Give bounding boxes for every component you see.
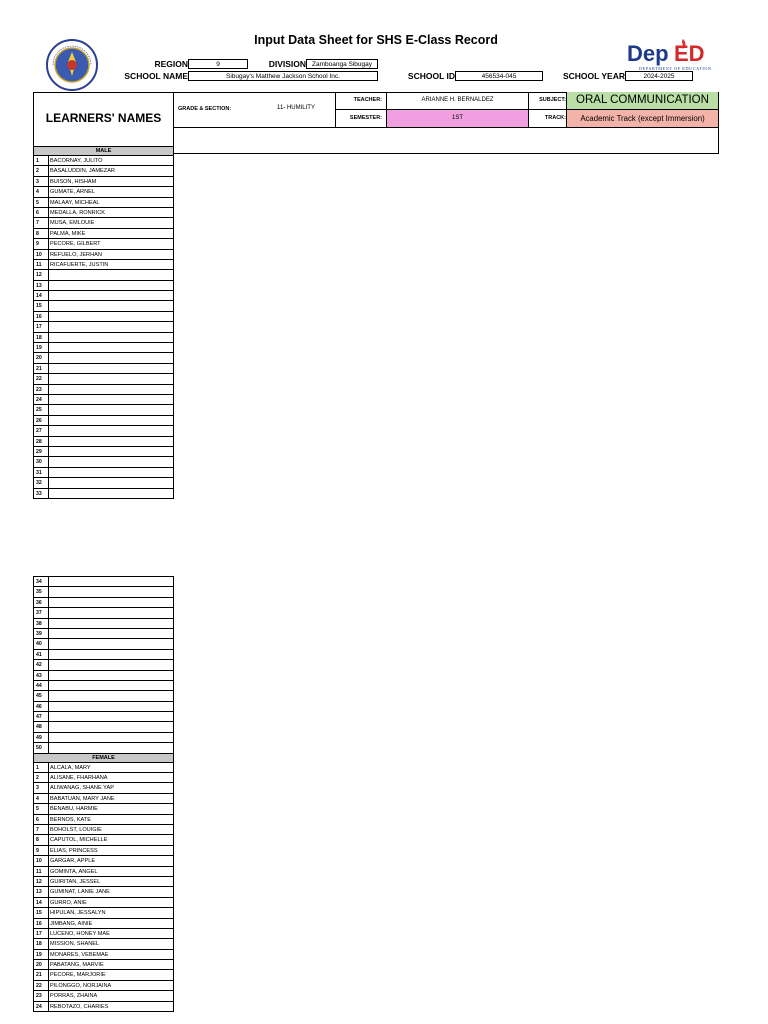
learner-name-cell[interactable] bbox=[49, 405, 173, 414]
male-learners-table bbox=[33, 146, 174, 499]
learner-row[interactable] bbox=[34, 312, 173, 322]
school-year-field[interactable]: 2024-2025 bbox=[625, 71, 693, 81]
row-number: 14 bbox=[34, 898, 49, 907]
row-number: 15 bbox=[34, 908, 49, 917]
school-id-field[interactable]: 456534-045 bbox=[455, 71, 543, 81]
learner-row[interactable] bbox=[34, 773, 173, 783]
learner-name-cell[interactable]: JIMBANG, AINIE bbox=[50, 920, 93, 927]
row-number: 2 bbox=[34, 773, 49, 782]
learner-row[interactable] bbox=[34, 629, 173, 639]
learner-row[interactable] bbox=[34, 333, 173, 343]
male-group-header: MALE bbox=[34, 147, 173, 156]
row-number: 22 bbox=[34, 374, 49, 383]
learner-row[interactable] bbox=[34, 702, 173, 712]
row-number: 21 bbox=[34, 364, 49, 373]
learner-row[interactable] bbox=[34, 887, 173, 897]
learner-name-cell[interactable] bbox=[49, 374, 173, 383]
learner-row[interactable] bbox=[34, 981, 173, 991]
learner-name-cell[interactable]: ALCALA, MARY bbox=[50, 764, 91, 771]
learner-row[interactable] bbox=[34, 385, 173, 395]
region-field[interactable]: 9 bbox=[188, 59, 248, 69]
row-number: 23 bbox=[34, 991, 49, 1000]
row-number: 42 bbox=[34, 660, 49, 669]
row-number: 37 bbox=[34, 608, 49, 617]
learner-name-cell[interactable]: MALAAY, MICHEAL bbox=[50, 199, 100, 206]
learner-name-cell[interactable] bbox=[49, 343, 173, 352]
learner-name-cell[interactable] bbox=[49, 743, 173, 752]
learner-row[interactable] bbox=[34, 743, 173, 753]
learner-name-cell[interactable] bbox=[49, 702, 173, 711]
learner-name-cell[interactable] bbox=[49, 385, 173, 394]
learner-row[interactable] bbox=[34, 794, 173, 804]
learner-name-cell[interactable]: BENABU, HARMIE bbox=[50, 806, 98, 813]
learner-name-cell[interactable]: BASALUDDIN, JAMEZAR bbox=[50, 168, 115, 175]
learner-name-cell[interactable]: GOMINTA, ANGEL bbox=[50, 868, 98, 875]
learner-row[interactable] bbox=[34, 763, 173, 773]
row-number: 9 bbox=[34, 239, 49, 248]
row-number: 43 bbox=[34, 671, 49, 680]
row-number: 1 bbox=[34, 763, 49, 772]
learner-row[interactable] bbox=[34, 587, 173, 597]
teacher-value[interactable]: ARIANNE H. BERNALDEZ bbox=[421, 97, 494, 103]
row-number: 19 bbox=[34, 950, 49, 959]
row-number: 39 bbox=[34, 629, 49, 638]
learner-row[interactable] bbox=[34, 712, 173, 722]
row-number: 6 bbox=[34, 815, 49, 824]
learner-name-cell[interactable] bbox=[49, 577, 173, 586]
school-name-field[interactable]: Sibugay's Matthew Jackson School Inc. bbox=[188, 71, 378, 81]
learner-row[interactable] bbox=[34, 395, 173, 405]
learner-name-cell[interactable]: CAPUTOL, MICHELLE bbox=[50, 837, 108, 844]
learner-row[interactable] bbox=[34, 825, 173, 835]
row-number: 17 bbox=[34, 322, 49, 331]
learner-row[interactable] bbox=[34, 177, 173, 187]
row-number: 14 bbox=[34, 291, 49, 300]
learner-row[interactable] bbox=[34, 877, 173, 887]
row-number: 18 bbox=[34, 939, 49, 948]
row-number: 36 bbox=[34, 598, 49, 607]
learner-name-cell[interactable] bbox=[49, 416, 173, 425]
learner-row[interactable] bbox=[34, 208, 173, 218]
learner-name-cell[interactable] bbox=[49, 587, 173, 596]
row-number: 3 bbox=[34, 783, 49, 792]
learner-row[interactable] bbox=[34, 681, 173, 691]
row-number: 40 bbox=[34, 639, 49, 648]
row-number: 7 bbox=[34, 218, 49, 227]
row-number: 34 bbox=[34, 577, 49, 586]
learner-row[interactable] bbox=[34, 660, 173, 670]
row-number: 26 bbox=[34, 416, 49, 425]
learner-row[interactable] bbox=[34, 156, 173, 166]
learner-row[interactable] bbox=[34, 619, 173, 629]
deped-seal-icon bbox=[45, 38, 99, 92]
learner-row[interactable] bbox=[34, 489, 173, 499]
learner-row[interactable] bbox=[34, 950, 173, 960]
learner-name-cell[interactable] bbox=[49, 457, 173, 466]
svg-text:ED: ED bbox=[674, 41, 705, 66]
learner-name-cell[interactable] bbox=[49, 691, 173, 700]
row-number: 11 bbox=[34, 867, 49, 876]
learner-name-cell[interactable]: GUMATE, ARNEL bbox=[50, 189, 95, 196]
region-label: REGION bbox=[154, 59, 188, 69]
learner-row[interactable] bbox=[34, 447, 173, 457]
learner-row[interactable] bbox=[34, 364, 173, 374]
learner-row[interactable] bbox=[34, 301, 173, 311]
row-number: 5 bbox=[34, 198, 49, 207]
learner-name-cell[interactable]: MEDALLA, RONRICK bbox=[50, 209, 106, 216]
learner-row[interactable] bbox=[34, 405, 173, 415]
learner-row[interactable] bbox=[34, 250, 173, 260]
learner-name-cell[interactable] bbox=[49, 639, 173, 648]
learner-row[interactable] bbox=[34, 639, 173, 649]
learner-name-cell[interactable]: REBOTAZO, CHARIES bbox=[50, 1003, 109, 1010]
row-number: 49 bbox=[34, 733, 49, 742]
learner-name-cell[interactable] bbox=[49, 270, 173, 279]
learner-name-cell[interactable]: MISSION, SHANEL bbox=[50, 941, 100, 948]
learner-row[interactable] bbox=[34, 867, 173, 877]
grade-section-value[interactable]: 11- HUMILITY bbox=[277, 105, 315, 111]
learner-name-cell[interactable]: MUSA, EMLOUIE bbox=[50, 220, 95, 227]
learner-name-cell[interactable] bbox=[49, 733, 173, 742]
learner-row[interactable] bbox=[34, 722, 173, 732]
learner-row[interactable] bbox=[34, 835, 173, 845]
learner-name-cell[interactable] bbox=[49, 671, 173, 680]
row-number: 50 bbox=[34, 743, 49, 752]
learner-name-cell[interactable]: GARGAR, APPLE bbox=[50, 858, 96, 865]
subject-value[interactable]: ORAL COMMUNICATION bbox=[567, 92, 718, 109]
learner-row[interactable] bbox=[34, 991, 173, 1001]
learner-row[interactable] bbox=[34, 929, 173, 939]
row-number: 25 bbox=[34, 405, 49, 414]
learner-name-cell[interactable]: PABATANG, MARVIE bbox=[50, 962, 104, 969]
track-value[interactable]: Academic Track (except Immersion) bbox=[567, 110, 718, 127]
teacher-label: TEACHER: bbox=[353, 97, 382, 103]
learner-row[interactable] bbox=[34, 960, 173, 970]
learner-row[interactable] bbox=[34, 281, 173, 291]
learner-name-cell[interactable] bbox=[49, 364, 173, 373]
learner-row[interactable] bbox=[34, 1002, 173, 1012]
page-title: Input Data Sheet for SHS E-Class Record bbox=[254, 33, 498, 47]
learner-row[interactable] bbox=[34, 908, 173, 918]
learner-name-cell[interactable] bbox=[49, 437, 173, 446]
learner-name-cell[interactable]: PORRAS, ZHAINA bbox=[50, 993, 98, 1000]
learner-name-cell[interactable]: PILONGGO, NORJAINA bbox=[50, 982, 112, 989]
learner-row[interactable] bbox=[34, 291, 173, 301]
row-number: 21 bbox=[34, 970, 49, 979]
learner-name-cell[interactable]: MONARES, VEBEMAE bbox=[50, 951, 109, 958]
row-number: 6 bbox=[34, 208, 49, 217]
deped-logo bbox=[625, 37, 720, 75]
semester-value[interactable]: 1ST bbox=[387, 110, 528, 127]
row-number: 24 bbox=[34, 1002, 49, 1011]
learner-row[interactable] bbox=[34, 260, 173, 270]
row-number: 28 bbox=[34, 437, 49, 446]
learner-row[interactable] bbox=[34, 671, 173, 681]
learner-row[interactable] bbox=[34, 846, 173, 856]
learner-name-cell[interactable]: RICAFUERTE, JUSTIN bbox=[50, 261, 109, 268]
row-number: 5 bbox=[34, 804, 49, 813]
svg-text:Dep: Dep bbox=[627, 41, 669, 66]
row-number: 17 bbox=[34, 929, 49, 938]
row-number: 12 bbox=[34, 877, 49, 886]
learner-name-cell[interactable] bbox=[49, 619, 173, 628]
learner-name-cell[interactable]: BUISON, HISHAM bbox=[50, 178, 97, 185]
learner-row[interactable] bbox=[34, 815, 173, 825]
learner-name-cell[interactable]: BOHOLST, LOUIGIE bbox=[50, 826, 102, 833]
row-number: 30 bbox=[34, 457, 49, 466]
row-number: 13 bbox=[34, 281, 49, 290]
row-number: 41 bbox=[34, 650, 49, 659]
row-number: 16 bbox=[34, 919, 49, 928]
row-number: 4 bbox=[34, 794, 49, 803]
row-number: 20 bbox=[34, 960, 49, 969]
learner-row[interactable] bbox=[34, 939, 173, 949]
learner-row[interactable] bbox=[34, 783, 173, 793]
row-number: 15 bbox=[34, 301, 49, 310]
school-name-label: SCHOOL NAME bbox=[124, 71, 188, 81]
row-number: 22 bbox=[34, 981, 49, 990]
learner-row[interactable] bbox=[34, 322, 173, 332]
learner-row[interactable] bbox=[34, 426, 173, 436]
learner-name-cell[interactable] bbox=[49, 468, 173, 477]
row-number: 2 bbox=[34, 166, 49, 175]
learner-row[interactable] bbox=[34, 598, 173, 608]
learner-row[interactable] bbox=[34, 608, 173, 618]
learner-name-cell[interactable] bbox=[49, 312, 173, 321]
learner-row[interactable] bbox=[34, 468, 173, 478]
learner-name-cell[interactable]: PECORE, MARJORIE bbox=[50, 972, 106, 979]
grade-section-label: GRADE & SECTION: bbox=[178, 106, 232, 112]
learner-row[interactable] bbox=[34, 270, 173, 280]
row-number: 19 bbox=[34, 343, 49, 352]
row-number: 4 bbox=[34, 187, 49, 196]
learner-name-cell[interactable] bbox=[49, 722, 173, 731]
learner-row[interactable] bbox=[34, 650, 173, 660]
learner-name-cell[interactable] bbox=[49, 426, 173, 435]
row-number: 32 bbox=[34, 478, 49, 487]
learner-name-cell[interactable] bbox=[49, 395, 173, 404]
row-number: 23 bbox=[34, 385, 49, 394]
learner-row[interactable] bbox=[34, 353, 173, 363]
learner-row[interactable] bbox=[34, 187, 173, 197]
subject-label: SUBJECT: bbox=[539, 97, 566, 103]
row-number: 27 bbox=[34, 426, 49, 435]
learner-row[interactable] bbox=[34, 343, 173, 353]
row-number: 45 bbox=[34, 691, 49, 700]
row-number: 10 bbox=[34, 250, 49, 259]
learner-name-cell[interactable]: HIPULAN, JESSALYN bbox=[50, 910, 106, 917]
learner-row[interactable] bbox=[34, 166, 173, 176]
row-number: 46 bbox=[34, 702, 49, 711]
learner-row[interactable] bbox=[34, 416, 173, 426]
row-number: 8 bbox=[34, 229, 49, 238]
learner-name-cell[interactable] bbox=[49, 301, 173, 310]
learner-row[interactable] bbox=[34, 437, 173, 447]
division-field[interactable]: Zamboanga Sibugay bbox=[306, 59, 378, 69]
school-year-label: SCHOOL YEAR bbox=[562, 71, 625, 81]
row-number: 47 bbox=[34, 712, 49, 721]
learner-name-cell[interactable]: BERNOS, KATE bbox=[50, 816, 91, 823]
learner-row[interactable] bbox=[34, 478, 173, 488]
learner-row[interactable] bbox=[34, 804, 173, 814]
learner-row[interactable] bbox=[34, 970, 173, 980]
female-group-header: FEMALE bbox=[34, 754, 173, 763]
row-number: 35 bbox=[34, 587, 49, 596]
learner-row[interactable] bbox=[34, 218, 173, 228]
row-number: 9 bbox=[34, 846, 49, 855]
learner-name-cell[interactable]: PALMA, MIKE bbox=[50, 230, 86, 237]
learner-name-cell[interactable]: BACORNAY, JULITO bbox=[50, 158, 103, 164]
learner-name-cell[interactable] bbox=[49, 650, 173, 659]
learner-row[interactable] bbox=[34, 229, 173, 239]
male-learners-table-continued bbox=[33, 576, 174, 1012]
semester-label: SEMESTER: bbox=[349, 115, 382, 121]
learner-row[interactable] bbox=[34, 374, 173, 384]
learner-row[interactable] bbox=[34, 239, 173, 249]
learner-name-cell[interactable] bbox=[49, 333, 173, 342]
learner-name-cell[interactable] bbox=[49, 489, 173, 498]
learner-name-cell[interactable] bbox=[49, 291, 173, 300]
learner-name-cell[interactable] bbox=[49, 681, 173, 690]
learner-name-cell[interactable] bbox=[49, 322, 173, 331]
learner-row[interactable] bbox=[34, 856, 173, 866]
row-number: 1 bbox=[34, 156, 49, 165]
school-id-label: SCHOOL ID bbox=[407, 71, 455, 81]
row-number: 7 bbox=[34, 825, 49, 834]
learner-row[interactable] bbox=[34, 733, 173, 743]
row-number: 31 bbox=[34, 468, 49, 477]
learner-name-cell[interactable]: ALIWANAG, SHANE YAP bbox=[50, 785, 114, 792]
row-number: 48 bbox=[34, 722, 49, 731]
learner-name-cell[interactable] bbox=[49, 353, 173, 362]
learner-name-cell[interactable]: LUCENO, HONEY MAE bbox=[50, 930, 110, 937]
learner-name-cell[interactable]: GUIRITAN, JESSEL bbox=[50, 878, 101, 885]
learner-row[interactable] bbox=[34, 919, 173, 929]
row-number: 12 bbox=[34, 270, 49, 279]
row-number: 44 bbox=[34, 681, 49, 690]
learner-name-cell[interactable] bbox=[49, 281, 173, 290]
row-number: 24 bbox=[34, 395, 49, 404]
learner-row[interactable] bbox=[34, 691, 173, 701]
learner-name-cell[interactable]: ALISANE, FHARHANA bbox=[50, 775, 108, 782]
learner-name-cell[interactable] bbox=[49, 629, 173, 638]
learner-name-cell[interactable] bbox=[49, 598, 173, 607]
learner-row[interactable] bbox=[34, 898, 173, 908]
row-number: 38 bbox=[34, 619, 49, 628]
learner-row[interactable] bbox=[34, 457, 173, 467]
row-number: 16 bbox=[34, 312, 49, 321]
learner-name-cell[interactable]: BABATUAN, MARY JANE bbox=[50, 795, 115, 802]
learner-name-cell[interactable]: PECORE, GILBERT bbox=[50, 241, 101, 248]
row-number: 18 bbox=[34, 333, 49, 342]
division-label: DIVISION bbox=[268, 59, 306, 69]
svg-text:DEPARTMENT OF EDUCATION: DEPARTMENT OF EDUCATION bbox=[639, 66, 712, 71]
row-number: 13 bbox=[34, 887, 49, 896]
learner-row[interactable] bbox=[34, 577, 173, 587]
row-number: 33 bbox=[34, 489, 49, 498]
learner-name-cell[interactable] bbox=[49, 608, 173, 617]
row-number: 10 bbox=[34, 856, 49, 865]
learner-name-cell[interactable]: GUMINAT, LANIE JANE bbox=[50, 889, 110, 896]
learners-names-heading: LEARNERS' NAMES bbox=[45, 111, 162, 125]
row-number: 8 bbox=[34, 835, 49, 844]
learner-name-cell[interactable] bbox=[49, 660, 173, 669]
row-number: 20 bbox=[34, 353, 49, 362]
learner-row[interactable] bbox=[34, 198, 173, 208]
learner-name-cell[interactable]: REFUELO, JERHAN bbox=[50, 251, 102, 258]
learner-name-cell[interactable] bbox=[49, 478, 173, 487]
track-label: TRACK: bbox=[544, 115, 566, 121]
row-number: 3 bbox=[34, 177, 49, 186]
row-number: 11 bbox=[34, 260, 49, 269]
learner-name-cell[interactable]: GURRO, ANIE bbox=[50, 899, 87, 906]
learner-name-cell[interactable] bbox=[49, 447, 173, 456]
learner-name-cell[interactable] bbox=[49, 712, 173, 721]
learner-name-cell[interactable]: ELIAS, PRINCESS bbox=[50, 847, 98, 854]
row-number: 29 bbox=[34, 447, 49, 456]
